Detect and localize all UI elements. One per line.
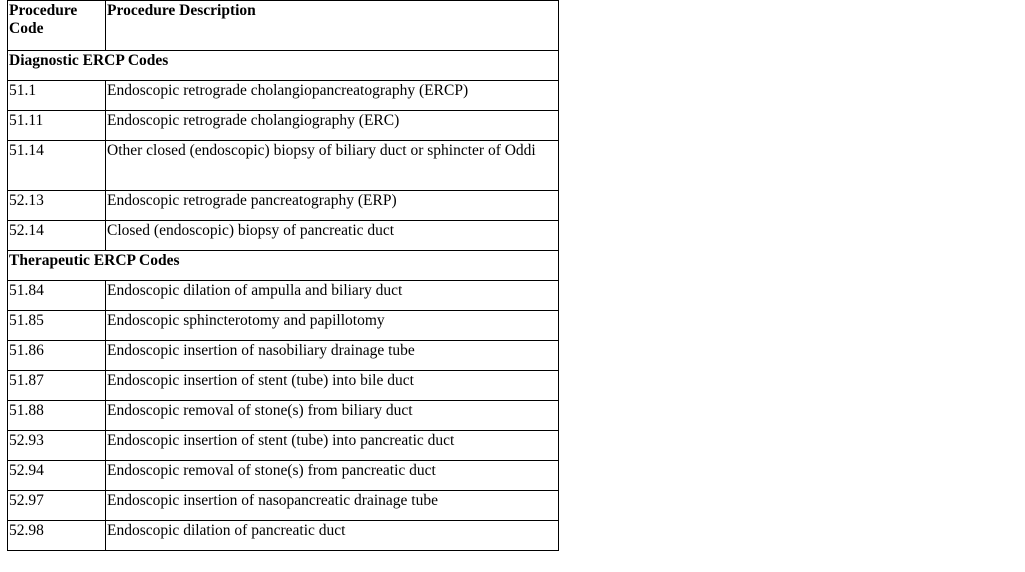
- procedure-code: 52.13: [8, 191, 106, 221]
- procedure-code: 52.93: [8, 431, 106, 461]
- procedure-code: 52.94: [8, 461, 106, 491]
- procedure-code: 52.14: [8, 221, 106, 251]
- procedure-description: Endoscopic retrograde cholangiography (ERC): [106, 111, 559, 141]
- procedure-description: Endoscopic sphincterotomy and papillotomy: [106, 311, 559, 341]
- table-row: [8, 341, 559, 371]
- procedure-description: Other closed (endoscopic) biopsy of biliary duct or sphincter of Oddi: [106, 141, 559, 191]
- table-row: [8, 281, 559, 311]
- procedure-code: 51.87: [8, 371, 106, 401]
- header-procedure-description: Procedure Description: [106, 1, 559, 51]
- procedure-code: 51.86: [8, 341, 106, 371]
- procedure-description: Endoscopic removal of stone(s) from biliary duct: [106, 401, 559, 431]
- procedure-code: 52.97: [8, 491, 106, 521]
- section-title-diagnostic: Diagnostic ERCP Codes: [8, 51, 559, 81]
- table-row: [8, 401, 559, 431]
- table-row: [8, 111, 559, 141]
- table-row: [8, 431, 559, 461]
- procedure-description: Endoscopic insertion of nasobiliary drainage tube: [106, 341, 559, 371]
- table-row: [8, 461, 559, 491]
- procedure-code: 51.88: [8, 401, 106, 431]
- procedure-description: Endoscopic dilation of pancreatic duct: [106, 521, 559, 551]
- procedure-code: 51.1: [8, 81, 106, 111]
- header-procedure-code: Procedure Code: [8, 1, 106, 51]
- table-row: [8, 491, 559, 521]
- procedure-description: Endoscopic retrograde pancreatography (ERP): [106, 191, 559, 221]
- table-row: [8, 221, 559, 251]
- table-row: [8, 141, 559, 191]
- procedure-description: Closed (endoscopic) biopsy of pancreatic duct: [106, 221, 559, 251]
- section-title-therapeutic: Therapeutic ERCP Codes: [8, 251, 559, 281]
- table-row: [8, 191, 559, 221]
- procedure-code: 51.11: [8, 111, 106, 141]
- procedure-description: Endoscopic removal of stone(s) from pancreatic duct: [106, 461, 559, 491]
- section-row: [8, 251, 559, 281]
- procedure-code: 51.14: [8, 141, 106, 191]
- table-row: [8, 371, 559, 401]
- procedure-description: Endoscopic retrograde cholangiopancreatography (ERCP): [106, 81, 559, 111]
- procedure-code: 51.85: [8, 311, 106, 341]
- procedure-description: Endoscopic insertion of nasopancreatic drainage tube: [106, 491, 559, 521]
- procedure-description: Endoscopic dilation of ampulla and biliary duct: [106, 281, 559, 311]
- procedure-codes-table: [7, 0, 559, 551]
- section-row: [8, 51, 559, 81]
- procedure-code: 52.98: [8, 521, 106, 551]
- procedure-code: 51.84: [8, 281, 106, 311]
- table-row: [8, 521, 559, 551]
- procedure-description: Endoscopic insertion of stent (tube) into pancreatic duct: [106, 431, 559, 461]
- table-row: [8, 311, 559, 341]
- table-row: [8, 81, 559, 111]
- procedure-description: Endoscopic insertion of stent (tube) into bile duct: [106, 371, 559, 401]
- table-header-row: [8, 1, 559, 51]
